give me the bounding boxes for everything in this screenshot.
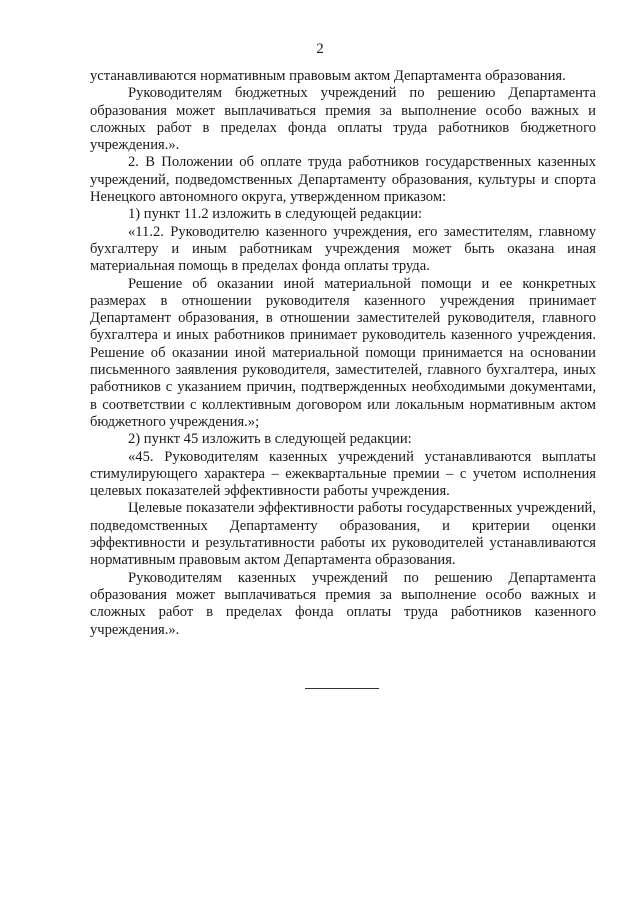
paragraph: 2) пункт 45 изложить в следующей редакции: bbox=[128, 431, 412, 448]
paragraph: 1) пункт 11.2 изложить в следующей редакции: bbox=[128, 206, 423, 223]
paragraph: «45. Руководителям казенных учреждений устанавливаются выплаты стимулирующего характера – ежеквартальные премии – с учетом исполнения целевых показателей эффективности работы учреждения. bbox=[90, 448, 596, 500]
paragraph: устанавливаются нормативным правовым актом Департамента образования. bbox=[90, 68, 566, 84]
page-number: 2 bbox=[316, 41, 324, 57]
paragraph: 2. В Положении об оплате труда работников государственных казенных учреждений, подведомственных Департаменту образования, культуры и спорта Ненецкого автономного округа, утвержденном приказом: bbox=[90, 154, 596, 206]
end-of-document-rule bbox=[305, 688, 379, 689]
paragraph: Руководителям казенных учреждений по решению Департамента образования может выплачиваться премия за выполнение особо важных и сложных работ в пределах фонда оплаты труда работников казенного учреждения.». bbox=[90, 569, 596, 638]
paragraph: Решение об оказании иной материальной помощи и ее конкретных размерах в отношении руководителя казенного учреждения принимает Департамент образования, в отношении заместителей руководителя, главного бухгалтера и иных работников принимает руководитель казенного учреждения. Решение об оказании иной материальной помощи принимается на основании письменного заявления руководителя, заместителей, главного бухгалтера, иных работников с указанием причин, подтвержденных необходимыми документами, в соответствии с коллективным договором или локальным нормативным актом бюджетного учреждения.»; bbox=[90, 275, 596, 430]
document-body bbox=[90, 68, 596, 639]
paragraph: «11.2. Руководителю казенного учреждения, его заместителям, главному бухгалтеру и иным работникам учреждения может быть оказана иная материальная помощь в пределах фонда оплаты труда. bbox=[90, 223, 596, 275]
paragraph: Целевые показатели эффективности работы государственных учреждений, подведомственных Департаменту образования, и критерии оценки эффективности и результативности работы их руководителей устанавливаются нормативным правовым актом Департамента образования. bbox=[90, 500, 596, 569]
paragraph: Руководителям бюджетных учреждений по решению Департамента образования может выплачиваться премия за выполнение особо важных и сложных работ в пределах фонда оплаты труда работников бюджетного учреждения.». bbox=[90, 85, 596, 154]
